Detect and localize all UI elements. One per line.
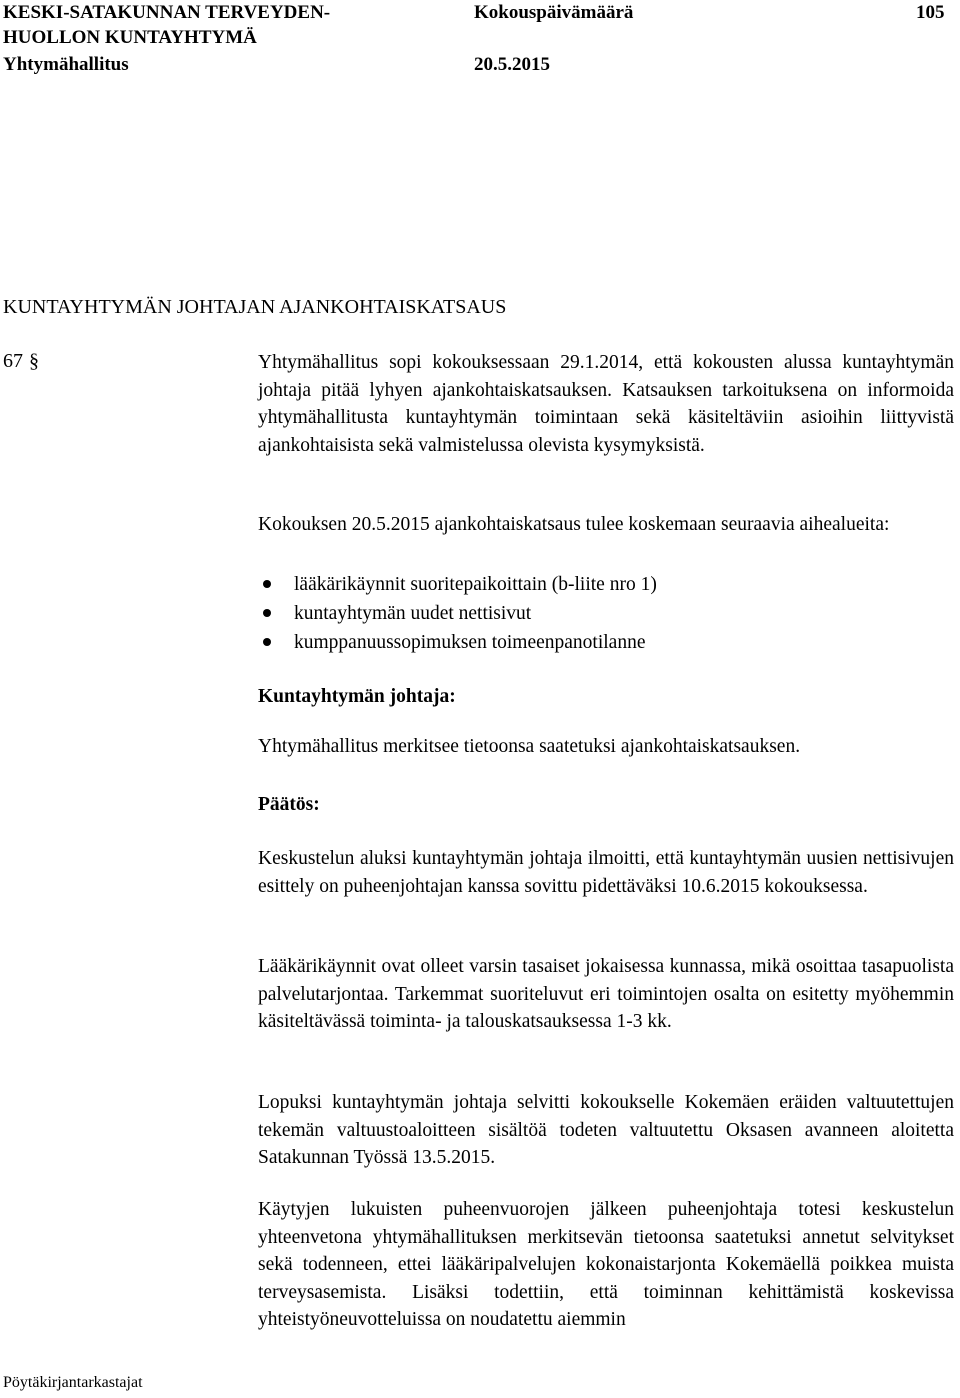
bullet-icon <box>263 609 271 617</box>
topic-text: lääkärikäynnit suoritepaikoittain (b-liite nro 1) <box>294 574 657 595</box>
item-number: 67 <box>3 350 23 372</box>
paragraph-sign: § <box>29 350 39 372</box>
footer-label: Pöytäkirjantarkastajat <box>3 1374 143 1391</box>
topics-intro-paragraph: Kokouksen 20.5.2015 ajankohtaiskatsaus tulee koskemaan seuraavia aihealueita: <box>258 514 890 535</box>
decision-paragraph: Lopuksi kuntayhtymän johtaja selvitti kokoukselle Kokemäen eräiden valtuutettujen tekemän valtuustoaloitteen sisältöä todeten valtuutettu Oksasen avanneen aloitetta Satakunnan Työssä 13.5.2015. <box>258 1092 954 1168</box>
decision-paragraph: Käytyjen lukuisten puheenvuorojen jälkeen puheenjohtaja totesi keskustelun yhteenvetona yhtymähallituksen merkitsevän tietoonsa saatetuksi annetut selvitykset sekä todenneen, ettei lääkäripalvelujen kokonaistarjonta Kokemäellä poikkea muista terveysasemista. Lisäksi todettiin, että toiminnan kehittämistä koskevissa yhteistyöneuvotteluissa on noudatettu aiemmin <box>258 1199 954 1330</box>
proposal-text: Yhtymähallitus merkitsee tietoonsa saatetuksi ajankohtaiskatsauksen. <box>258 736 801 757</box>
org-name-line-1: KESKI-SATAKUNNAN TERVEYDEN- <box>3 2 331 23</box>
bullet-icon <box>263 580 271 588</box>
list-item <box>258 628 954 657</box>
body-name: Yhtymähallitus <box>3 54 129 75</box>
org-name-line-2: HUOLLON KUNTAYHTYMÄ <box>3 27 257 48</box>
topic-text: kumppanuussopimuksen toimeenpanotilanne <box>294 632 646 653</box>
topics-list <box>258 570 954 657</box>
decision-paragraph: Lääkärikäynnit ovat olleet varsin tasaiset jokaisessa kunnassa, mikä osoittaa tasapuolista palvelutarjontaa. Tarkemmat suoriteluvut eri toimintojen osalta on esitetty myöhemmin käsiteltävässä toiminta- ja talouskatsauksessa 1-3 kk. <box>258 956 954 1032</box>
decision-paragraph: Keskustelun aluksi kuntayhtymän johtaja ilmoitti, että kuntayhtymän uusien nettisivujen esittely on puheenjohtajan kanssa sovittu pidettäväksi 10.6.2015 kokouksessa. <box>258 848 954 897</box>
list-item <box>258 570 954 599</box>
topic-text: kuntayhtymän uudet nettisivut <box>294 603 532 624</box>
bullet-icon <box>263 638 271 646</box>
decision-heading: Päätös: <box>258 794 320 815</box>
date-value: 20.5.2015 <box>474 54 550 75</box>
list-item <box>258 599 954 628</box>
section-title: KUNTAYHTYMÄN JOHTAJAN AJANKOHTAISKATSAUS <box>3 296 507 318</box>
date-label: Kokouspäivämäärä <box>474 2 634 23</box>
proposal-heading: Kuntayhtymän johtaja: <box>258 686 456 707</box>
page-number: 105 <box>916 2 945 23</box>
intro-paragraph: Yhtymähallitus sopi kokouksessaan 29.1.2014, että kokousten alussa kuntayhtymän johtaja pitää lyhyen ajankohtaiskatsauksen. Katsauksen tarkoituksena on informoida yhtymähallitusta kuntayhtymän toimintaan sekä käsiteltäviin asioihin liittyvistä ajankohtaisista sekä valmistelussa olevista kysymyksistä. <box>258 352 954 456</box>
